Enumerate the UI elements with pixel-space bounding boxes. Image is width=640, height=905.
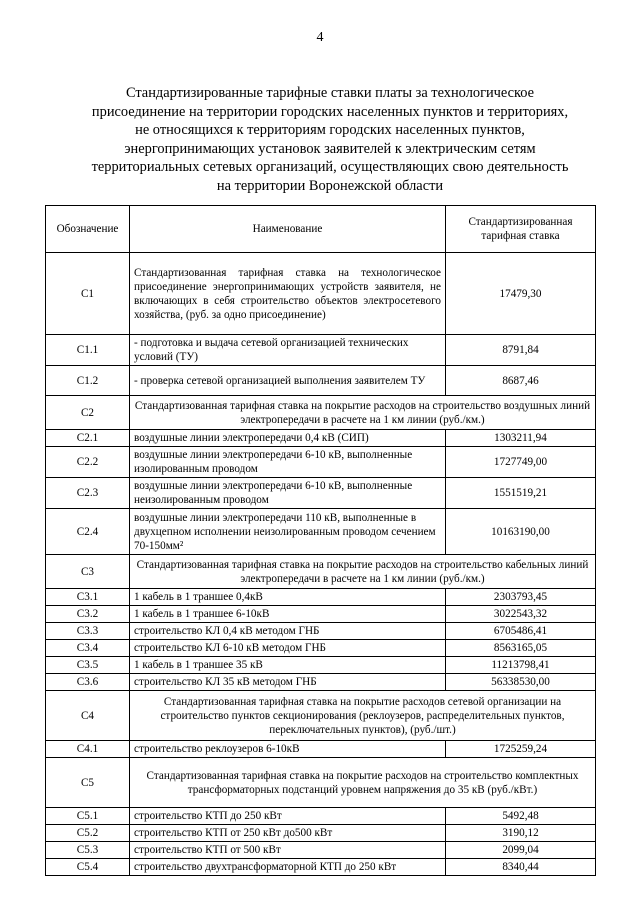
- title-line: территориальных сетевых организаций, осуществляющих свою деятельность: [91, 159, 569, 176]
- row-rate-value: 6705486,41: [446, 623, 596, 640]
- row-code: С3.3: [46, 623, 130, 640]
- table-row: [46, 640, 596, 657]
- row-name: строительство КТП от 250 кВт до500 кВт: [130, 825, 446, 842]
- table-row: [46, 366, 596, 396]
- row-rate-value: 3190,12: [446, 825, 596, 842]
- row-code: С3.1: [46, 589, 130, 606]
- table-row: [46, 741, 596, 758]
- row-name: 1 кабель в 1 траншее 35 кВ: [130, 657, 446, 674]
- row-rate-value: 3022543,32: [446, 606, 596, 623]
- table-row: [46, 396, 596, 430]
- row-code: С3.5: [46, 657, 130, 674]
- table-header-row: [46, 206, 596, 253]
- row-rate-value: 11213798,41: [446, 657, 596, 674]
- table-row: [46, 606, 596, 623]
- row-code: С5.3: [46, 842, 130, 859]
- row-code: С2.3: [46, 478, 130, 509]
- table-row: [46, 657, 596, 674]
- table-row: [46, 758, 596, 808]
- row-name: строительство КЛ 0,4 кВ методом ГНБ: [130, 623, 446, 640]
- row-rate-value: 10163190,00: [446, 509, 596, 555]
- page-number: 4: [316, 30, 324, 45]
- row-rate-value: 1303211,94: [446, 430, 596, 447]
- table-row: [46, 859, 596, 876]
- row-code: С3.2: [46, 606, 130, 623]
- row-code: С5.1: [46, 808, 130, 825]
- row-code: С5.2: [46, 825, 130, 842]
- title-line: энергопринимающих установок заявителей к электрическим сетям: [124, 140, 536, 157]
- row-code: С5: [46, 758, 130, 808]
- row-code: С4.1: [46, 741, 130, 758]
- row-code: С1.2: [46, 366, 130, 396]
- row-name: Стандартизованная тарифная ставка на покрытие расходов сетевой организации на строительство пунктов секционирования (реклоузеров, распределительных пунктов, переключательных пунктов), (руб./шт.): [130, 691, 596, 741]
- row-rate-value: 8340,44: [446, 859, 596, 876]
- row-name: воздушные линии электропередачи 6-10 кВ, выполненные неизолированным проводом: [130, 478, 446, 509]
- document-title: [60, 84, 600, 196]
- header-name: Наименование: [130, 206, 446, 253]
- table-row: [46, 253, 596, 335]
- row-name: строительство КЛ 6-10 кВ методом ГНБ: [130, 640, 446, 657]
- row-rate-value: 17479,30: [446, 253, 596, 335]
- tariff-table: [45, 205, 596, 876]
- row-code: С4: [46, 691, 130, 741]
- row-name: воздушные линии электропередачи 6-10 кВ, выполненные изолированным проводом: [130, 447, 446, 478]
- row-name: воздушные линии электропередачи 0,4 кВ (СИП): [130, 430, 446, 447]
- table-row: [46, 691, 596, 741]
- row-rate-value: 5492,48: [446, 808, 596, 825]
- row-code: С2.4: [46, 509, 130, 555]
- row-name: Стандартизованная тарифная ставка на технологическое присоединение энергопринимающих устройств заявителя, не включающих в себя строительство объектов электросетевого хозяйства, (руб. за одно присоединение): [130, 253, 446, 335]
- row-rate-value: 1725259,24: [446, 741, 596, 758]
- row-name: - проверка сетевой организацией выполнения заявителем ТУ: [130, 366, 446, 396]
- row-name: 1 кабель в 1 траншее 0,4кВ: [130, 589, 446, 606]
- row-rate-value: 1551519,21: [446, 478, 596, 509]
- row-name: Стандартизованная тарифная ставка на покрытие расходов на строительство комплектных трансформаторных подстанций уровнем напряжения до 35 кВ (руб./кВт.): [130, 758, 596, 808]
- table-row: [46, 509, 596, 555]
- table-row: [46, 808, 596, 825]
- row-name: строительство КЛ 35 кВ методом ГНБ: [130, 674, 446, 691]
- row-rate-value: 8791,84: [446, 335, 596, 366]
- row-name: строительство КТП от 500 кВт: [130, 842, 446, 859]
- row-name: строительство реклоузеров 6-10кВ: [130, 741, 446, 758]
- row-code: С3: [46, 555, 130, 589]
- row-name: строительство КТП до 250 кВт: [130, 808, 446, 825]
- table-row: [46, 842, 596, 859]
- row-code: С3.4: [46, 640, 130, 657]
- row-rate-value: 2099,04: [446, 842, 596, 859]
- row-name: 1 кабель в 1 траншее 6-10кВ: [130, 606, 446, 623]
- title-line: присоединение на территории городских населенных пунктов и территориях,: [91, 103, 569, 120]
- table-row: [46, 335, 596, 366]
- table-row: [46, 674, 596, 691]
- row-code: С3.6: [46, 674, 130, 691]
- table-row: [46, 623, 596, 640]
- title-line: на территории Воронежской области: [216, 177, 444, 194]
- row-rate-value: 56338530,00: [446, 674, 596, 691]
- row-code: С2.2: [46, 447, 130, 478]
- table-row: [46, 447, 596, 478]
- row-name: строительство двухтрансформаторной КТП до 250 кВт: [130, 859, 446, 876]
- row-code: С2.1: [46, 430, 130, 447]
- row-rate-value: 1727749,00: [446, 447, 596, 478]
- table-row: [46, 478, 596, 509]
- row-rate-value: 2303793,45: [446, 589, 596, 606]
- title-line: Стандартизированные тарифные ставки платы за технологическое: [125, 85, 535, 101]
- row-code: С5.4: [46, 859, 130, 876]
- table-row: [46, 589, 596, 606]
- title-line: не относящихся к территориям городских населенных пунктов,: [135, 122, 525, 139]
- row-name: Стандартизованная тарифная ставка на покрытие расходов на строительство воздушных линий электропередачи в расчете на 1 км линии (руб./км.): [130, 396, 596, 430]
- row-name: Стандартизованная тарифная ставка на покрытие расходов на строительство кабельных линий электропередачи в расчете на 1 км линии (руб./км.): [130, 555, 596, 589]
- row-rate-value: 8687,46: [446, 366, 596, 396]
- table-body: [46, 253, 596, 876]
- row-code: С2: [46, 396, 130, 430]
- header-code: Обозначение: [46, 206, 130, 253]
- header-rate: Стандартизированная тарифная ставка: [446, 206, 596, 253]
- table-row: [46, 825, 596, 842]
- table-row: [46, 430, 596, 447]
- row-code: С1.1: [46, 335, 130, 366]
- row-name: воздушные линии электропередачи 110 кВ, выполненные в двухцепном исполнении неизолированным проводом сечением 70-150мм²: [130, 509, 446, 555]
- row-name: - подготовка и выдача сетевой организацией технических условий (ТУ): [130, 335, 446, 366]
- row-rate-value: 8563165,05: [446, 640, 596, 657]
- table-row: [46, 555, 596, 589]
- row-code: С1: [46, 253, 130, 335]
